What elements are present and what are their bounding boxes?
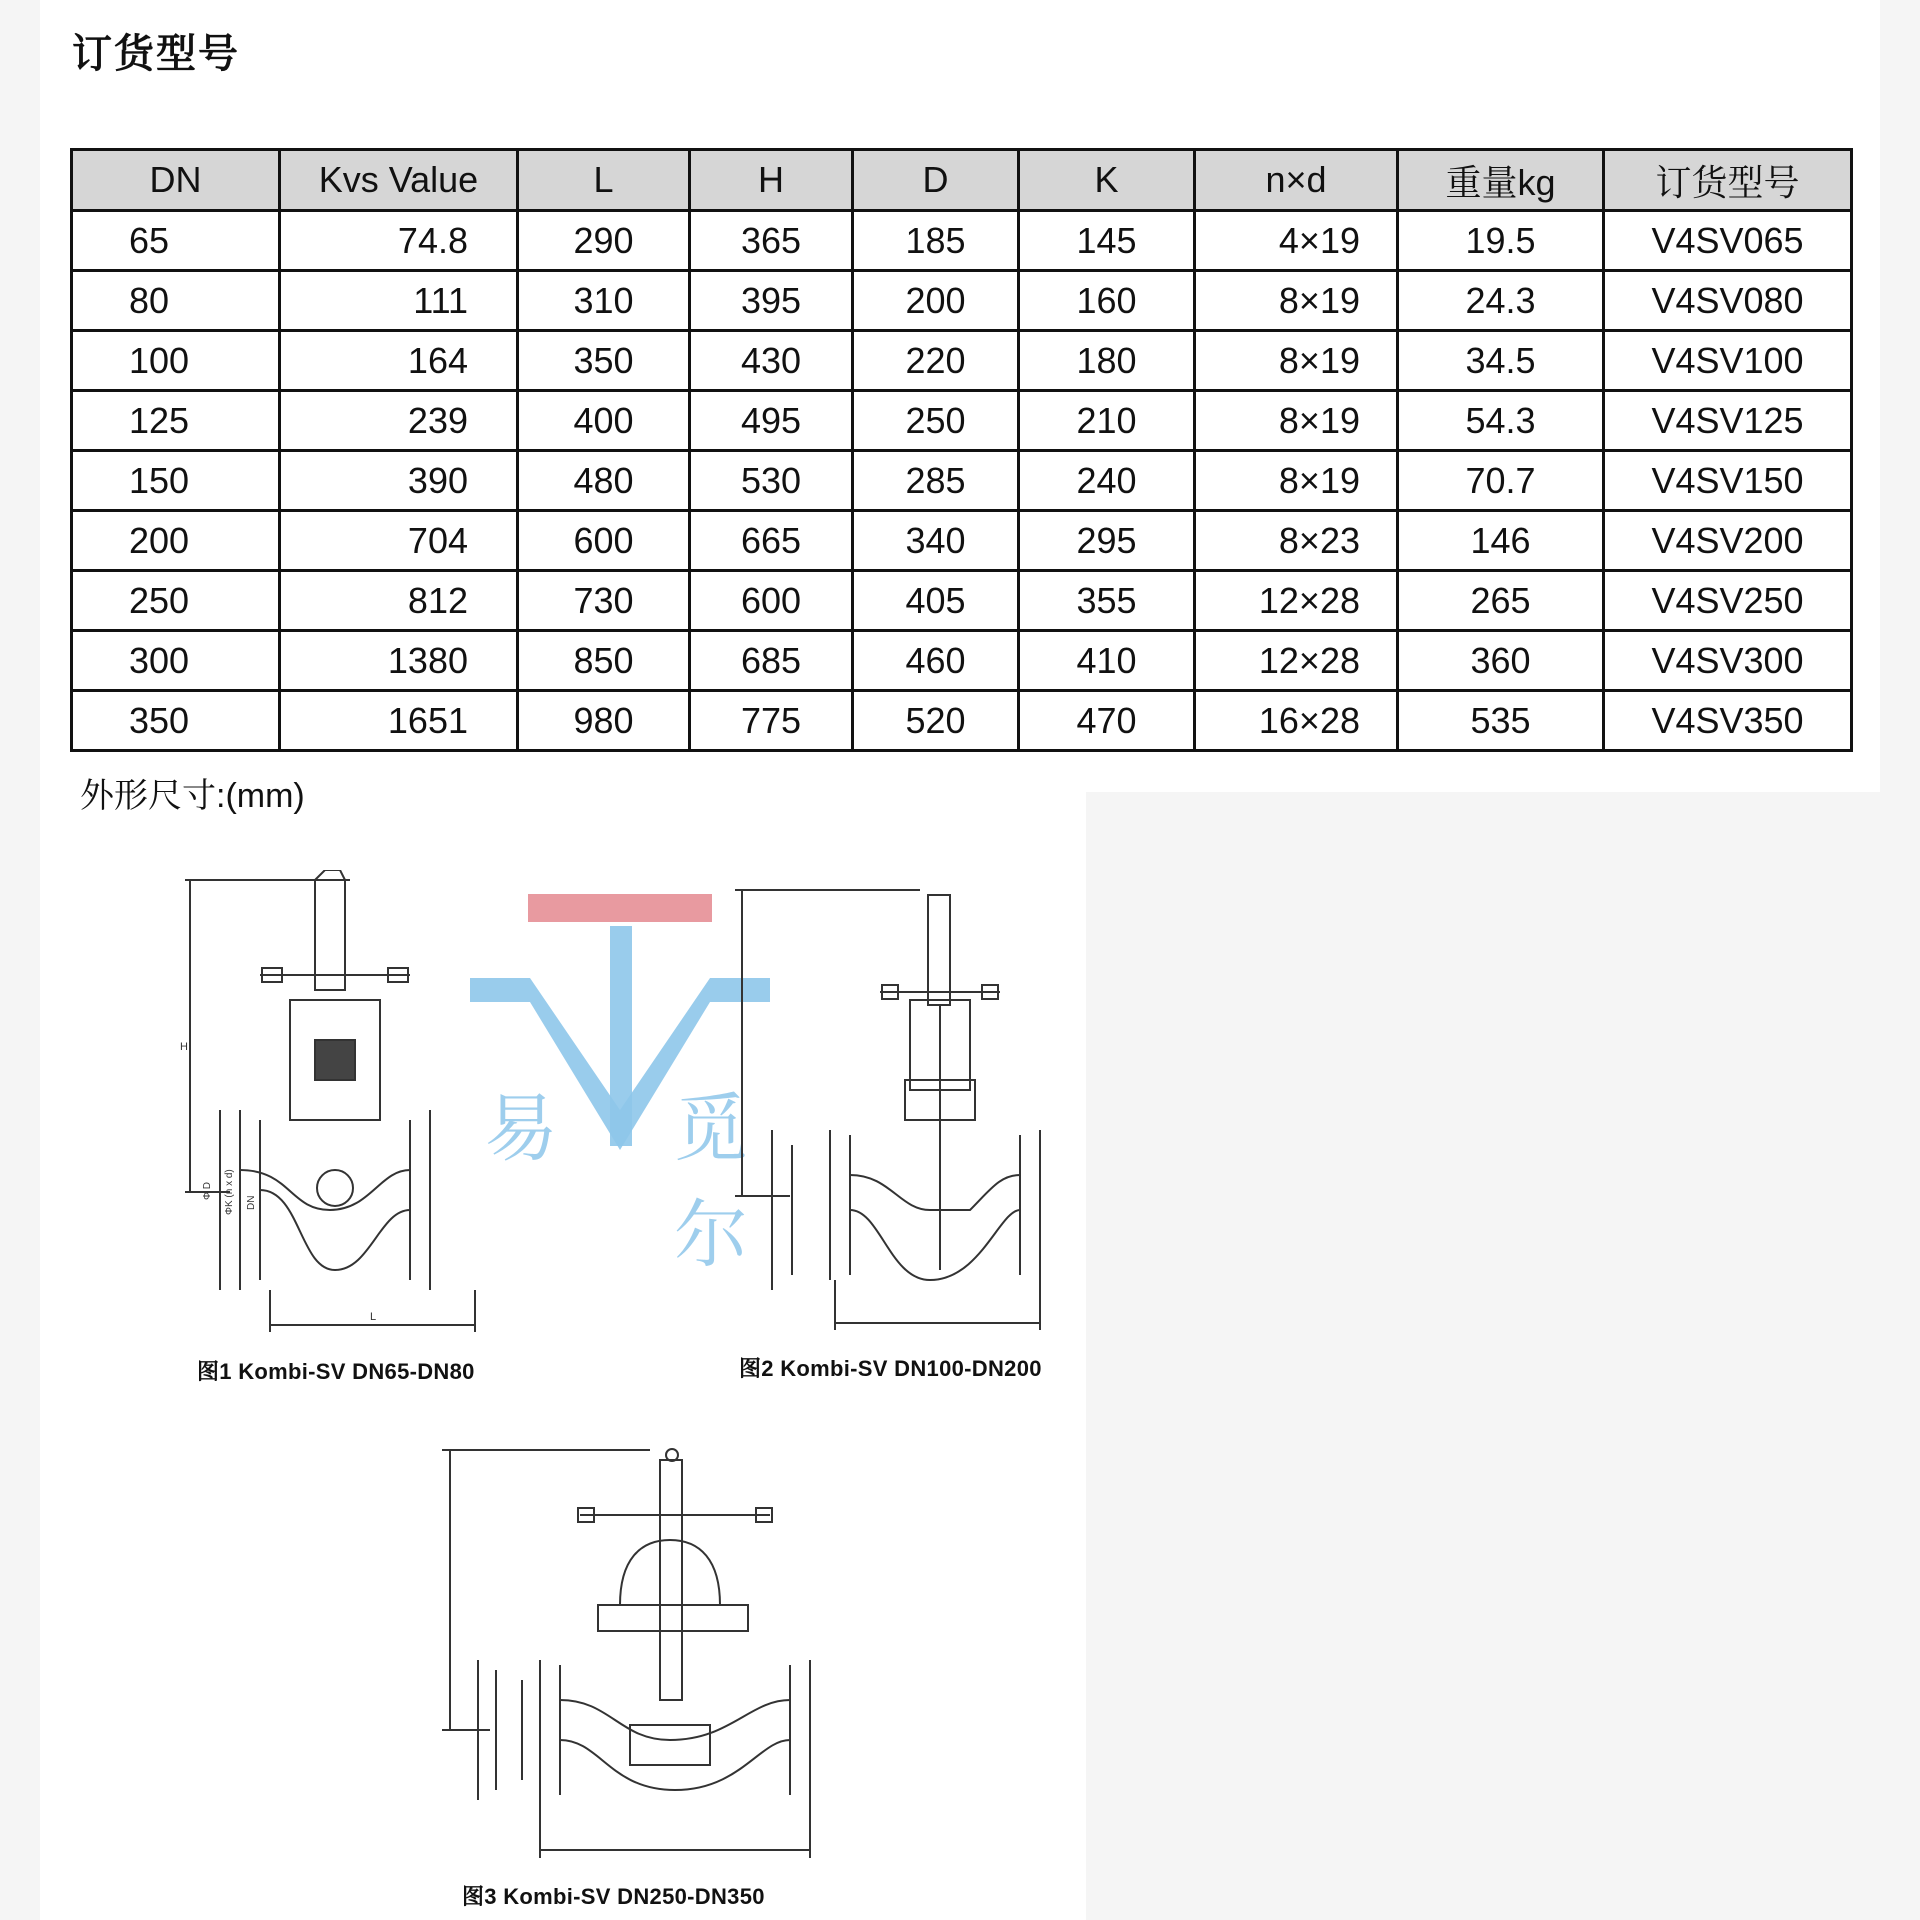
dimension-unit-note: 外形尺寸:(mm) (80, 777, 305, 815)
table-cell: 850 (518, 631, 690, 691)
table-row (72, 691, 1852, 751)
table-cell: 285 (853, 451, 1019, 511)
table-cell: 495 (690, 391, 853, 451)
table-cell: 239 (280, 391, 518, 451)
table-row (72, 391, 1852, 451)
dim-label-l: L (370, 1311, 377, 1323)
table-cell: 180 (1019, 331, 1195, 391)
table-cell: 1651 (280, 691, 518, 751)
table-cell: V4SV350 (1604, 691, 1852, 751)
col-header-k: K (1019, 150, 1195, 211)
table-cell: 200 (853, 271, 1019, 331)
table-cell: 8×19 (1195, 271, 1398, 331)
table-cell: 430 (690, 331, 853, 391)
valve-drawing-2 (730, 880, 1070, 1340)
table-cell: 160 (1019, 271, 1195, 331)
table-row (72, 631, 1852, 691)
table-cell: 355 (1019, 571, 1195, 631)
table-cell: 210 (1019, 391, 1195, 451)
table-cell: 310 (518, 271, 690, 331)
valve-drawing-3 (430, 1440, 820, 1870)
table-cell: 80 (72, 271, 280, 331)
table-cell: 12×28 (1195, 571, 1398, 631)
table-cell: 290 (518, 211, 690, 271)
table-cell: 8×23 (1195, 511, 1398, 571)
table-cell: 665 (690, 511, 853, 571)
valve-drawing-1 (180, 870, 500, 1340)
page-title: 订货型号 (72, 32, 240, 76)
table-cell: 164 (280, 331, 518, 391)
table-cell: 146 (1398, 511, 1604, 571)
table-cell: 125 (72, 391, 280, 451)
col-header-d: D (853, 150, 1019, 211)
table-cell: 300 (72, 631, 280, 691)
table-cell: 4×19 (1195, 211, 1398, 271)
spec-table (70, 148, 1853, 752)
table-cell: 350 (72, 691, 280, 751)
table-row (72, 511, 1852, 571)
table-cell: V4SV125 (1604, 391, 1852, 451)
table-cell: 980 (518, 691, 690, 751)
table-cell: 100 (72, 331, 280, 391)
table-cell: 8×19 (1195, 451, 1398, 511)
table-cell: 200 (72, 511, 280, 571)
col-header-nxd: n×d (1195, 150, 1398, 211)
table-cell: V4SV150 (1604, 451, 1852, 511)
table-cell: V4SV100 (1604, 331, 1852, 391)
figure-caption-3: 图3 Kombi-SV DN250-DN350 (462, 1884, 765, 1909)
table-cell: 340 (853, 511, 1019, 571)
table-cell: 185 (853, 211, 1019, 271)
table-cell: 74.8 (280, 211, 518, 271)
table-cell: 530 (690, 451, 853, 511)
table-cell: 480 (518, 451, 690, 511)
table-cell: 111 (280, 271, 518, 331)
col-header-weight: 重量kg (1398, 150, 1604, 211)
table-cell: 600 (690, 571, 853, 631)
table-cell: 1380 (280, 631, 518, 691)
table-cell: 812 (280, 571, 518, 631)
table-cell: 685 (690, 631, 853, 691)
table-cell: 350 (518, 331, 690, 391)
table-cell: 470 (1019, 691, 1195, 751)
table-cell: 150 (72, 451, 280, 511)
table-cell: 400 (518, 391, 690, 451)
table-cell: 34.5 (1398, 331, 1604, 391)
table-cell: 360 (1398, 631, 1604, 691)
watermark-char-1: 易 (484, 1086, 558, 1172)
table-cell: 65 (72, 211, 280, 271)
table-cell: 8×19 (1195, 331, 1398, 391)
table-cell: 730 (518, 571, 690, 631)
table-cell: 460 (853, 631, 1019, 691)
table-cell: 295 (1019, 511, 1195, 571)
table-cell: V4SV200 (1604, 511, 1852, 571)
col-header-order-code: 订货型号 (1604, 150, 1852, 211)
figure-caption-1: 图1 Kombi-SV DN65-DN80 (197, 1359, 475, 1384)
table-row (72, 571, 1852, 631)
table-cell: 8×19 (1195, 391, 1398, 451)
table-cell: 70.7 (1398, 451, 1604, 511)
table-row (72, 451, 1852, 511)
table-cell: 405 (853, 571, 1019, 631)
table-cell: V4SV300 (1604, 631, 1852, 691)
table-cell: 54.3 (1398, 391, 1604, 451)
table-cell: 535 (1398, 691, 1604, 751)
table-cell: 240 (1019, 451, 1195, 511)
figure-caption-2: 图2 Kombi-SV DN100-DN200 (739, 1356, 1042, 1381)
table-cell: 704 (280, 511, 518, 571)
col-header-l: L (518, 150, 690, 211)
col-header-dn: DN (72, 150, 280, 211)
table-cell: 390 (280, 451, 518, 511)
col-header-kvs: Kvs Value (280, 150, 518, 211)
table-cell: 250 (853, 391, 1019, 451)
table-cell: 410 (1019, 631, 1195, 691)
table-cell: 12×28 (1195, 631, 1398, 691)
table-cell: V4SV065 (1604, 211, 1852, 271)
table-cell: 395 (690, 271, 853, 331)
table-cell: 265 (1398, 571, 1604, 631)
table-row (72, 211, 1852, 271)
dim-label-h: H (180, 1041, 188, 1053)
table-cell: 250 (72, 571, 280, 631)
table-cell: 775 (690, 691, 853, 751)
table-cell: V4SV080 (1604, 271, 1852, 331)
table-row (72, 331, 1852, 391)
watermark-char-2: 觅尔 (674, 1086, 748, 1278)
dim-label-k: ΦK (n x d) (224, 1169, 235, 1215)
table-cell: 220 (853, 331, 1019, 391)
table-cell: 19.5 (1398, 211, 1604, 271)
col-header-h: H (690, 150, 853, 211)
table-header-row (72, 150, 1852, 211)
table-row (72, 271, 1852, 331)
table-cell: V4SV250 (1604, 571, 1852, 631)
table-cell: 365 (690, 211, 853, 271)
table-cell: 600 (518, 511, 690, 571)
table-cell: 520 (853, 691, 1019, 751)
dim-label-d: Φ D (202, 1182, 213, 1200)
table-cell: 145 (1019, 211, 1195, 271)
table-cell: 16×28 (1195, 691, 1398, 751)
dim-label-dn: DN (246, 1195, 257, 1210)
table-cell: 24.3 (1398, 271, 1604, 331)
